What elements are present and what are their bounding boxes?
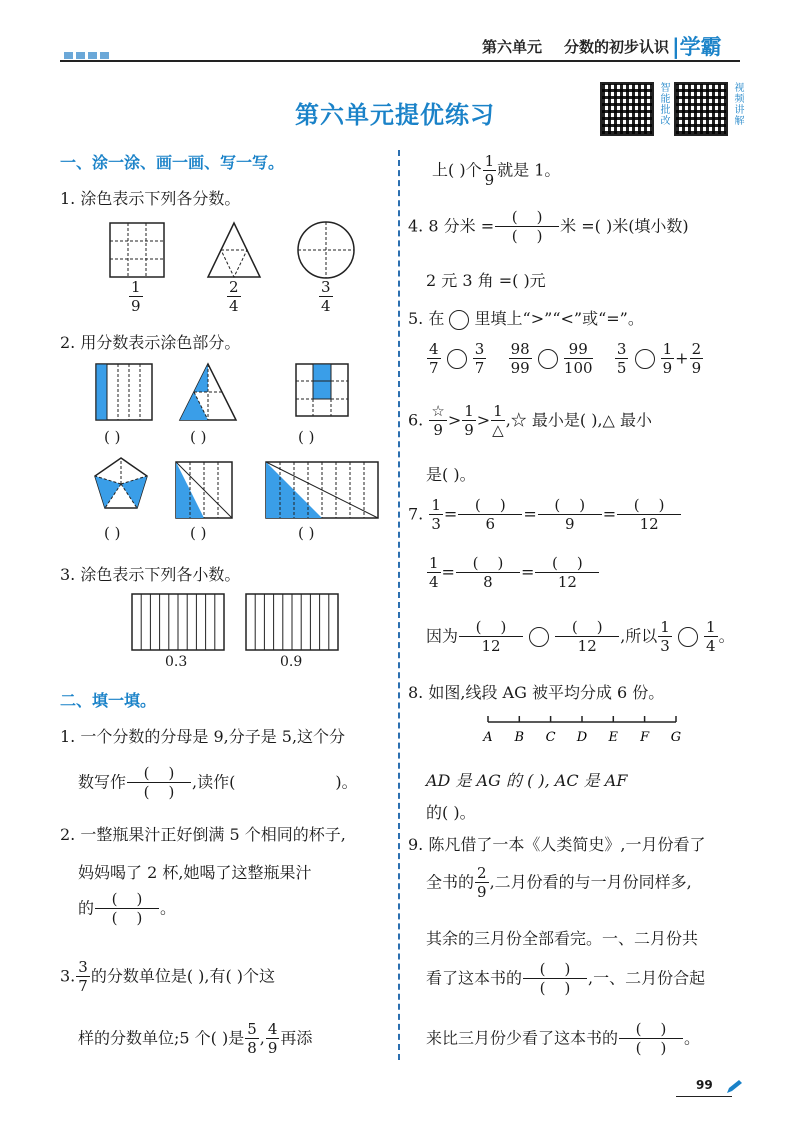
q2-square-grid xyxy=(296,364,348,416)
f1-frac-blank[interactable]: ( ) ( ) xyxy=(127,766,191,800)
q2-rect-strips xyxy=(96,364,152,420)
r4-line-2: 2 元 3 角 =( )元 xyxy=(426,271,546,290)
r4-line-1: 4. 8 分米 = ( ) ( ) 米 =( )米(填小数) xyxy=(408,208,689,245)
r9-line-5: 来比三月份少看了这本书的 ( ) ( ) 。 xyxy=(426,1020,701,1057)
compare-circle-1[interactable] xyxy=(447,349,467,369)
compare-circle-5[interactable] xyxy=(678,627,698,647)
r8-text: 8. 如图,线段 AG 被平均分成 6 份。 xyxy=(408,683,665,702)
r6-line-1: 6. ☆ 9 > $\frac{1}{9}$ > 1 △ ,☆ 最小是( ),△ 最小 xyxy=(408,402,652,439)
r7-line-2: $\frac{1}{4}$ = ( ) 8 = ( ) 12 xyxy=(426,556,600,590)
q3-bar-1[interactable] xyxy=(132,594,224,650)
r6-line-2: 是( )。 xyxy=(426,465,476,484)
q1-frac-2: $\frac{2}{4}$ xyxy=(229,278,239,315)
r7-line-3: 因为 ( ) 12 ( ) 12 ,所以 $\frac{1}{3}$ $\frac{1}{4}$ 。 xyxy=(426,618,735,655)
compare-circle-2[interactable] xyxy=(538,349,558,369)
q2-answer-3[interactable]: ( ) xyxy=(298,428,315,446)
compare-circle-3[interactable] xyxy=(635,349,655,369)
q1-frac-1: $\frac{1}{9}$ xyxy=(131,278,141,315)
qr-label-video: 视频讲解 xyxy=(732,82,743,126)
header-topic: 分数的初步认识 xyxy=(564,38,670,56)
q1-triangle[interactable] xyxy=(208,223,260,277)
point-g: G xyxy=(670,730,682,745)
q3-text: 3. 涂色表示下列各小数。 xyxy=(60,565,241,584)
f2-line-3: 的 ( ) ( ) 。 xyxy=(78,890,177,927)
f1-line-1: 1. 一个分数的分母是 9,分子是 5,这个分 xyxy=(60,727,346,746)
q2-wide-rect xyxy=(266,462,378,518)
q2-text: 2. 用分数表示涂色部分。 xyxy=(60,333,241,352)
q2-pentagon xyxy=(95,458,147,508)
qr-code-grading[interactable] xyxy=(600,82,654,136)
q2-answer-4[interactable]: ( ) xyxy=(104,524,121,542)
q3-label-1: 0.3 xyxy=(165,654,188,670)
r9-frac-blank-1[interactable]: ( ) ( ) xyxy=(523,962,587,996)
r8-segment-diagram xyxy=(480,712,690,748)
q2-figures xyxy=(90,358,390,528)
header-rule xyxy=(60,60,740,62)
section-2-title: 二、填一填。 xyxy=(60,691,157,710)
page-number: 99 xyxy=(696,1078,713,1092)
q1-square-grid[interactable] xyxy=(110,223,164,277)
header-unit: 第六单元 xyxy=(482,38,543,56)
point-c: C xyxy=(545,730,556,745)
q2-triangle xyxy=(180,364,236,420)
r7-line-1: 7. $\frac{1}{3}$ = ( ) 6 = ( ) 9 = ( ) 12 xyxy=(408,498,682,532)
q2-answer-5[interactable]: ( ) xyxy=(190,524,207,542)
q2-answer-6[interactable]: ( ) xyxy=(298,524,315,542)
point-b: B xyxy=(514,730,525,745)
q1-circle[interactable] xyxy=(298,222,354,278)
r8-line-2: AD 是 AG 的 ( ), AC 是 AF xyxy=(426,771,628,790)
f3-line-1: 3. $\frac{3}{7}$ 的分数单位是( ),有( )个这 xyxy=(60,958,276,995)
qr-label-grading: 智能批改 xyxy=(658,82,669,126)
f1-line-2: 数写作 ( ) ( ) ,读作( )。 xyxy=(78,764,358,801)
r9-line-3: 其余的三月份全部看完。一、二月份共 xyxy=(426,929,699,948)
section-1-title: 一、涂一涂、画一画、写一写。 xyxy=(60,153,285,172)
r5-text: 5. 在 里填上“>”“<”或“=”。 xyxy=(408,309,644,328)
compare-circle-4[interactable] xyxy=(529,627,549,647)
page-number-rule xyxy=(676,1096,732,1097)
compare-circle-icon xyxy=(449,310,469,330)
r3-continuation: 上( )个 $\frac{1}{9}$ 就是 1。 xyxy=(432,152,561,189)
qr-code-video[interactable] xyxy=(674,82,728,136)
r4-frac-blank[interactable]: ( ) ( ) xyxy=(495,210,559,244)
r9-line-4: 看了这本书的 ( ) ( ) ,一、二月份合起 xyxy=(426,960,706,997)
q1-frac-3: $\frac{3}{4}$ xyxy=(321,278,331,315)
r9-frac-blank-2[interactable]: ( ) ( ) xyxy=(619,1022,683,1056)
point-e: E xyxy=(608,730,619,745)
header-brand: |学霸 xyxy=(672,35,722,59)
q2-answer-1[interactable]: ( ) xyxy=(104,428,121,446)
q3-bar-2[interactable] xyxy=(246,594,338,650)
q2-answer-2[interactable]: ( ) xyxy=(190,428,207,446)
f2-line-1: 2. 一整瓶果汁正好倒满 5 个相同的杯子, xyxy=(60,825,346,844)
r9-line-1: 9. 陈凡借了一本《人类简史》,一月份看了 xyxy=(408,835,706,854)
f2-line-2: 妈妈喝了 2 杯,她喝了这整瓶果汁 xyxy=(78,863,312,882)
point-f: F xyxy=(640,730,650,745)
q1-text: 1. 涂色表示下列各分数。 xyxy=(60,189,241,208)
q2-rect-diagonal xyxy=(176,462,232,518)
point-d: D xyxy=(576,730,588,745)
f2-frac-blank[interactable]: ( ) ( ) xyxy=(95,892,159,926)
q3-label-2: 0.9 xyxy=(280,654,303,670)
column-divider xyxy=(398,150,400,1060)
f3-line-2: 样的分数单位;5 个( )是 $\frac{5}{8}$ , $\frac{4}{9}$ 再添 xyxy=(78,1020,313,1057)
q3-figures xyxy=(128,592,348,654)
r5-comparisons: $\frac{4}{7}$ $\frac{3}{7}$ $\frac{98}{99}$ $\frac{99}{100}$ $\frac{3}{5}$ $\frac{1}{9}$ + $\frac{2}{9}$ xyxy=(429,340,702,377)
r8-line-3: 的( )。 xyxy=(426,803,476,822)
page-title: 第六单元提优练习 xyxy=(295,101,495,129)
point-a: A xyxy=(483,730,493,745)
r9-line-2: 全书的 $\frac{2}{9}$ ,二月份看的与一月份同样多, xyxy=(426,864,692,901)
pencil-icon xyxy=(724,1078,744,1096)
